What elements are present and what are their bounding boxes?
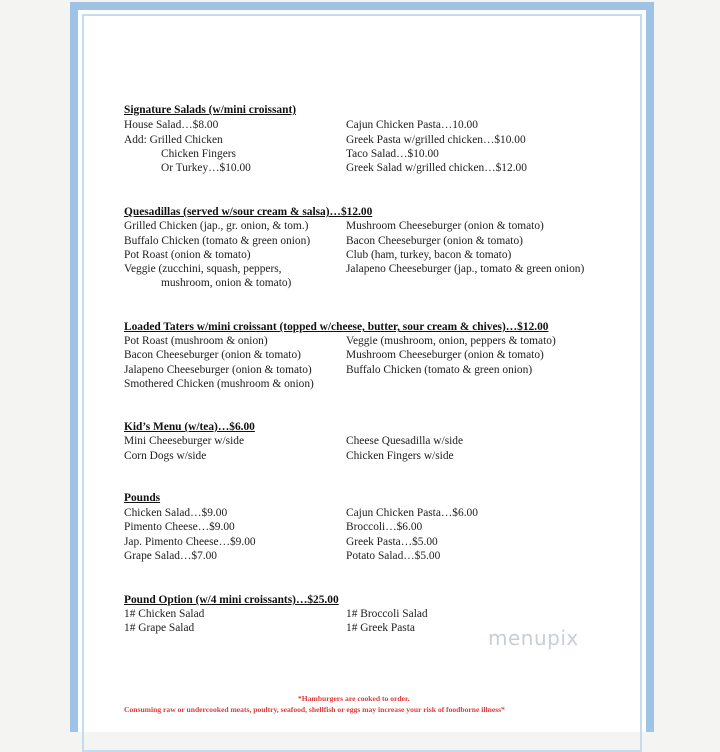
- menu-item: Pot Roast (mushroom & onion): [124, 335, 268, 347]
- menu-item: Buffalo Chicken (tomato & green onion): [124, 235, 311, 247]
- menu-item: Jalapeno Cheeseburger (onion & tomato): [124, 364, 312, 376]
- section-title-signature-salads: Signature Salads (w/mini croissant): [124, 104, 297, 116]
- watermark: menupix: [488, 626, 579, 650]
- menu-item: Mini Cheeseburger w/side: [124, 435, 245, 447]
- menu-item: Greek Salad w/grilled chicken…$12.00: [346, 162, 527, 174]
- menu-item: Jalapeno Cheeseburger (jap., tomato & green onion): [346, 263, 585, 275]
- menu-item: Cajun Chicken Pasta…10.00: [346, 119, 478, 131]
- menu-item: Greek Pasta…$5.00: [346, 536, 438, 548]
- section-title-pounds: Pounds: [124, 492, 161, 504]
- menu-item: 1# Chicken Salad: [124, 608, 205, 620]
- menu-item: Veggie (mushroom, onion, peppers & tomato): [346, 335, 556, 347]
- menu-item: Pimento Cheese…$9.00: [124, 521, 235, 533]
- menu-item: House Salad…$8.00: [124, 119, 219, 131]
- menu-item: mushroom, onion & tomato): [161, 277, 292, 289]
- menu-item: Bacon Cheeseburger (onion & tomato): [346, 235, 523, 247]
- menu-item: Mushroom Cheeseburger (onion & tomato): [346, 220, 544, 232]
- menu-item: Cajun Chicken Pasta…$6.00: [346, 507, 478, 519]
- section-title-loaded-taters: Loaded Taters w/mini croissant (topped w/cheese, butter, sour cream & chives)…$12.00: [124, 321, 549, 333]
- menu-item: Chicken Salad…$9.00: [124, 507, 228, 519]
- menu-item: Bacon Cheeseburger (onion & tomato): [124, 349, 301, 361]
- menu-item: Chicken Fingers w/side: [346, 450, 454, 462]
- section-title-pound-option: Pound Option (w/4 mini croissants)…$25.00: [124, 594, 339, 606]
- menu-item: Grilled Chicken (jap., gr. onion, & tom.): [124, 220, 309, 232]
- menu-item: Potato Salad…$5.00: [346, 550, 441, 562]
- menu-item: Veggie (zucchini, squash, peppers,: [124, 263, 282, 275]
- menu-item: Add: Grilled Chicken: [124, 134, 223, 146]
- menu-item: Jap. Pimento Cheese…$9.00: [124, 536, 256, 548]
- menu-item: Corn Dogs w/side: [124, 450, 207, 462]
- menu-item: Pot Roast (onion & tomato): [124, 249, 251, 261]
- menu-item: Club (ham, turkey, bacon & tomato): [346, 249, 512, 261]
- menu-item: Grape Salad…$7.00: [124, 550, 217, 562]
- section-title-kids-menu: Kid’s Menu (w/tea)…$6.00: [124, 421, 255, 433]
- menu-item: 1# Grape Salad: [124, 622, 195, 634]
- menu-item: 1# Broccoli Salad: [346, 608, 428, 620]
- menu-item: Smothered Chicken (mushroom & onion): [124, 378, 314, 390]
- menu-item: Taco Salad…$10.00: [346, 148, 439, 160]
- menu-item: Or Turkey…$10.00: [161, 162, 251, 174]
- section-title-quesadillas: Quesadillas (served w/sour cream & salsa)…$12.00: [124, 206, 373, 218]
- hamburger-note: *Hamburgers are cooked to order.: [298, 694, 410, 703]
- food-safety-note: Consuming raw or undercooked meats, poultry, seafood, shellfish or eggs may increase your risk of foodborne illness*: [124, 705, 505, 714]
- menu-item: 1# Greek Pasta: [346, 622, 415, 634]
- menu-item: Broccoli…$6.00: [346, 521, 423, 533]
- menu-item: Cheese Quesadilla w/side: [346, 435, 464, 447]
- menu-item: Greek Pasta w/grilled chicken…$10.00: [346, 134, 526, 146]
- menu-item: Buffalo Chicken (tomato & green onion): [346, 364, 533, 376]
- menu-item: Chicken Fingers: [161, 148, 236, 160]
- menu-item: Mushroom Cheeseburger (onion & tomato): [346, 349, 544, 361]
